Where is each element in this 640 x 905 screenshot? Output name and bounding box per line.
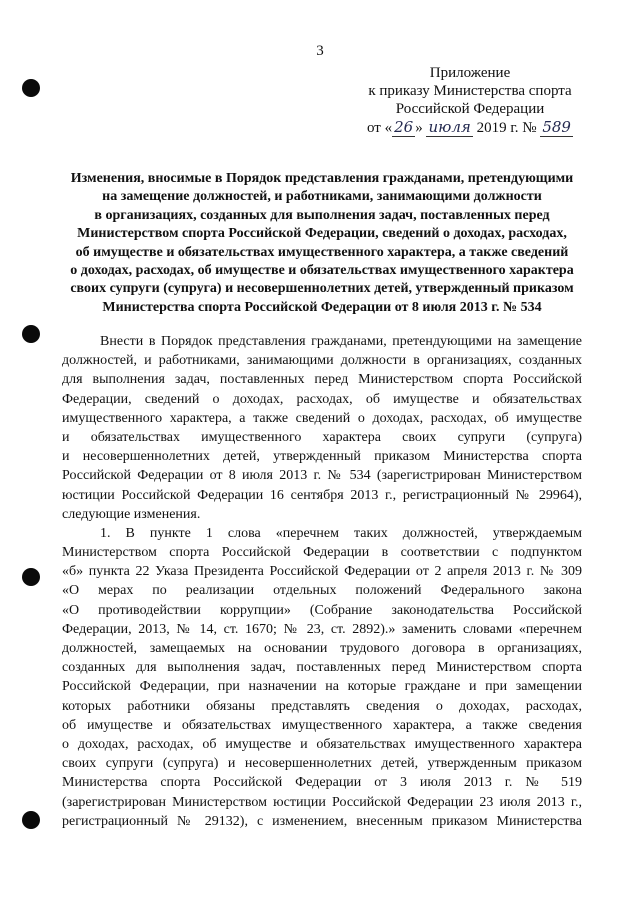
text-line: «б» пункта 22 Указа Президента Российской Федерации от 2 апреля 2013 г. № 309: [62, 564, 582, 580]
title-line: Министерства спорта Российской Федерации от 8 июля 2013 г. № 534: [102, 299, 542, 315]
title-line: своих супруги (супруга) и несовершеннолетних детей, утвержденный приказом: [70, 281, 574, 297]
text-line: Федерации, 2013, № 14, ст. 1670; № 23, ст. 2892).» заменить словами «перечнем: [62, 621, 582, 637]
text-line: и обязательствах имущественного характера своих супруги (супруга): [62, 429, 582, 445]
date-separator: »: [415, 120, 423, 136]
text-line: (зарегистрирован Министерством юстиции Российской Федерации 23 июля 2013 г.,: [62, 794, 582, 810]
text-line: юстиции Российской Федерации 16 сентября 2013 г., регистрационный № 29964),: [62, 487, 582, 503]
text-line: следующие изменения.: [62, 506, 201, 522]
text-line: 1. В пункте 1 слова «перечнем таких должностей, утверждаемым: [100, 525, 582, 541]
text-line: Министерства спорта Российской Федерации от 3 июля 2013 г. № 519: [62, 775, 582, 791]
text-line: о доходах, расходах, об имуществе и обязательствах имущественного характера: [62, 736, 582, 752]
binder-hole-2: [22, 325, 40, 343]
title-line: Изменения, вносимые в Порядок представления гражданами, претендующими: [70, 171, 574, 186]
text-line: регистрационный № 29132), с изменением, внесенным приказом Министерства: [62, 813, 582, 829]
text-line: «О мерах по реализации отдельных положений Федерального закона: [62, 583, 582, 599]
document-body: [62, 332, 582, 831]
binder-hole-4: [22, 811, 40, 829]
binder-hole-1: [22, 79, 40, 97]
page-number: 3: [316, 43, 324, 59]
handwritten-day: 26: [394, 118, 414, 136]
text-line: для выполнения задач, поставленных перед Министерством спорта Российской: [62, 372, 582, 388]
handwritten-order-number: 589: [542, 118, 571, 136]
text-line: должностей, замещаемых на основании трудового договора в организациях,: [62, 641, 582, 656]
text-line: должностей, и работниками, занимающими должности в организациях, созданных: [62, 353, 582, 369]
title-line: о доходах, расходах, об имуществе и обязательствах имущественного характера: [70, 263, 574, 279]
handwritten-month: июля: [428, 118, 471, 136]
appendix-block: [360, 64, 580, 137]
paragraph-intro: [62, 332, 582, 524]
appendix-order-date: [360, 118, 580, 137]
paragraph-item-1: [62, 524, 582, 831]
title-line: в организациях, созданных для выполнения задач, поставленных перед: [94, 207, 550, 223]
text-line: Российской Федерации от 8 июля 2013 г. № 534 (зарегистрирован Министерством: [62, 468, 582, 484]
appendix-label: Приложение: [429, 65, 511, 81]
text-line: Министерством спорта Российской Федерации в соответствии с подпунктом: [62, 545, 582, 561]
binder-hole-3: [22, 568, 40, 586]
text-line: и несовершеннолетних детей, утвержденный приказом Министерства спорта: [62, 449, 582, 465]
text-line: об имуществе и обязательствах имущественного характера, а также сведения: [62, 717, 582, 733]
appendix-order-ref: к приказу Министерства спорта: [368, 83, 572, 99]
text-line: «О противодействии коррупции» (Собрание законодательства Российской: [62, 602, 582, 618]
appendix-federation: Российской Федерации: [395, 101, 545, 117]
text-line: созданных для выполнения задач, поставленных перед Министерством спорта: [62, 660, 582, 676]
text-line: которых работники обязаны представлять сведения о доходах, расходах,: [62, 698, 582, 714]
text-line: Российской Федерации, при назначении на которые граждане и при замещении: [62, 679, 582, 695]
document-title: [62, 170, 582, 317]
title-line: Министерством спорта Российской Федерации, сведений о доходах, расходах,: [77, 226, 567, 242]
title-line: на замещение должностей, и работниками, занимающими должности: [102, 189, 542, 205]
title-line: об имуществе и обязательствах имущественного характера, а также сведений: [75, 244, 569, 260]
text-line: своих супруги (супруга) и несовершеннолетних детей, утвержденным приказом: [62, 756, 582, 772]
date-prefix: от «: [367, 120, 393, 136]
text-line: Внести в Порядок представления гражданами, претендующими на замещение: [100, 334, 582, 349]
text-line: Федерации, сведений о доходах, расходах, об имуществе и обязательствах: [62, 391, 582, 407]
date-year: 2019 г. №: [476, 120, 537, 136]
text-line: имущественного характера, а также сведений о доходах, расходах, об имуществе: [62, 410, 582, 426]
